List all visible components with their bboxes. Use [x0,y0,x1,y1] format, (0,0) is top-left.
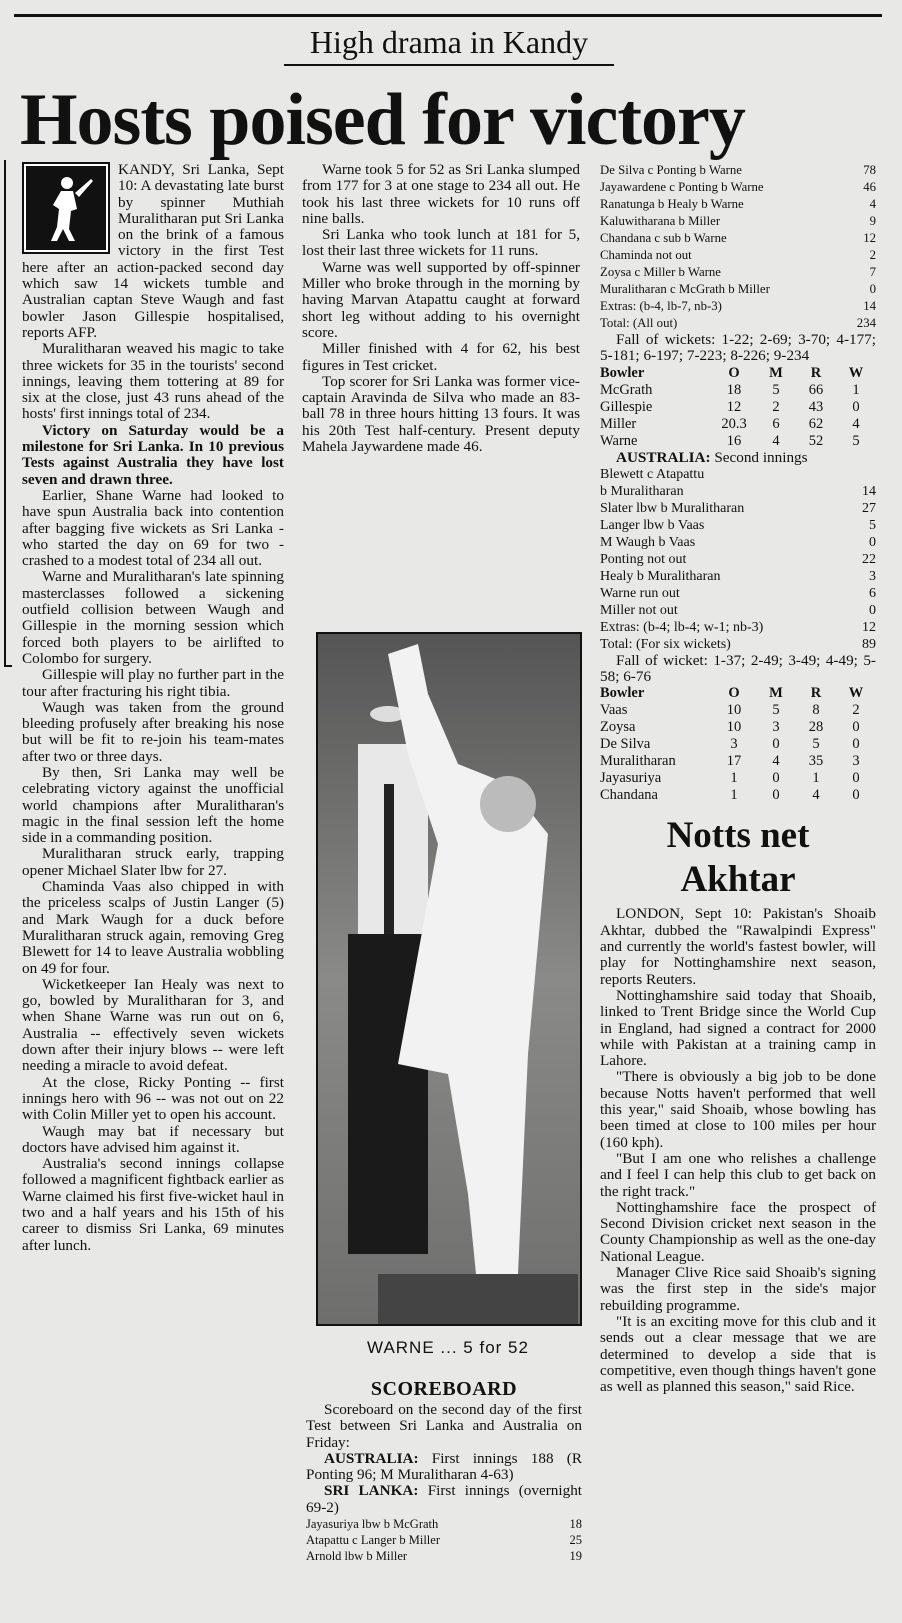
batting-row: M Waugh b Vaas 0 [600,534,876,550]
story-paragraph: "But I am one who relishes a challenge and I feel I can help this club to get back on the right track." [600,1149,876,1200]
top-rule [14,14,882,17]
story-paragraph: Muralitharan weaved his magic to take three wickets for 35 in the tourists' second innings, leaving them tottering at 89 for six at the close, just 43 runs ahead of the hosts' first innings total of 234. [22,340,284,423]
bowling-row: Jayasuriya 1 0 1 0 [600,770,860,787]
story-paragraph: Nottinghamshire said today that Shoaib, linked to Trent Bridge since the World Cup in England, had signed a contract for 2000 while with Pakistan at a training camp in Lahore. [600,986,876,1070]
batting-row: Miller not out 0 [600,602,876,618]
bowling-header: Bowler O M R W [600,685,864,702]
story-paragraph: KANDY, Sri Lanka, Sept 10: A devastating late burst by spinner Muthiah Muralitharan put Sri Lanka on the brink of a famous victory in the first Test here after an action-packed second day which saw 14 wickets tumble and Australian captan Steve Waugh and fast bowler Jason Gillespie hospitalised, reports AFP. [22,162,284,341]
scoreboard-title: SCOREBOARD [370,1378,518,1400]
batting-row: Healy b Muralitharan 3 [600,568,876,584]
story-paragraph: Wicketkeeper Ian Healy was next to go, bowled by Muralitharan for 3, and when Shane Warne was run out on 6, Australia -- effectively seven wickets down after their injury blows -- were left needing a miracle to avoid defeat. [22,975,284,1075]
story-paragraph: At the close, Ricky Ponting -- first innings hero with 96 -- was not out on 22 with Colin Miller yet to open his account. [22,1073,284,1124]
headline: Hosts poised for victory [20,79,745,161]
bowling-row: Muralitharan 17 4 35 3 [600,753,860,770]
batting-total: Total: (For six wickets) 89 [600,636,876,652]
story-paragraph: Top scorer for Sri Lanka was former vice-captain Aravinda de Silva who made an 83-ball 78 in three hours hitting 13 fours. It was his 20th Test half-century. Present deputy Mahela Jaywardene made 46. [302,372,580,456]
story-paragraph: LONDON, Sept 10: Pakistan's Shoaib Akhtar, dubbed the "Rawalpindi Express" and currently the world's fastest bowler, will play for Nottinghamshire next season, reports Reuters. [600,905,876,988]
batting-row: Jayasuriya lbw b McGrath 18 [306,1517,582,1532]
story-paragraph: Waugh was taken from the ground bleeding profusely after breaking his nose but will be fit to re-join his team-mates after two or three days. [22,698,284,765]
batting-row: Kaluwitharana b Miller 9 [600,214,876,228]
story-paragraph: Australia's second innings collapse followed a magnificent fightback earlier as Warne claimed his first five-wicket haul in two and a half years and his 15th of his career to dismiss Sri Lanka, 69 minutes after lunch. [22,1155,284,1254]
batting-row: Extras: (b-4; lb-4; w-1; nb-3) 12 [600,619,876,635]
batting-row: Slater lbw b Muralitharan 27 [600,500,876,516]
batting-row: Jayawardene c Ponting b Warne 46 [600,180,876,194]
story-column-3 [600,162,876,1395]
bowling-row: Zoysa 10 3 28 0 [600,719,860,736]
batting-row: Langer lbw b Vaas 5 [600,517,876,533]
story-paragraph-bold: Victory on Saturday would be a milestone for Sri Lanka. In 10 previous Tests against Australia they have lost seven and drawn three. [22,421,284,488]
batting-row: Muralitharan c McGrath b Miller 0 [600,282,876,296]
batting-row: Ponting not out 22 [600,551,876,567]
second-story [600,906,876,1395]
batting-row: Ranatunga b Healy b Warne 4 [600,197,876,211]
story-paragraph: Earlier, Shane Warne had looked to have spun Australia back into contention after bagging five wickets as Sri Lanka - who started the day on 69 for two - crashed to a modest total of 234 all out. [22,486,284,570]
story-paragraph: Chaminda Vaas also chipped in with the priceless scalps of Justin Langer (5) and Mark Waugh for a duck before Muralitharan struck again, removing Greg Blewett for 14 to leave Australia wobbling on 49 for four. [22,878,284,977]
batting-row: Blewett c Atapattu [600,466,705,482]
story-paragraph: By then, Sri Lanka may well be celebrating victory against the unofficial world champions after Muralitharan's magic in the final session left the home side in a commanding position. [22,763,284,847]
story-paragraph: Sri Lanka who took lunch at 181 for 5, lost their last three wickets for 11 runs. [302,226,580,260]
bowling-row: Warne 16 4 52 5 [600,432,860,449]
bowler-photo [316,632,582,1326]
fall-of-wickets: Fall of wicket: 1-37; 2-49; 3-49; 4-49; 5-58; 6-76 [600,651,876,686]
story-paragraph: Nottinghamshire face the prospect of Second Division cricket next season in the County Championship as well as the one-day National League. [600,1198,876,1265]
bowling-row: Miller 20.3 6 62 4 [600,415,860,432]
batting-row: Zoysa c Miller b Warne 7 [600,265,876,279]
story-paragraph: Manager Clive Rice said Shoaib's signing was the first step in the side's major rebuilding programme. [600,1264,876,1314]
bowling-row: De Silva 3 0 5 0 [600,736,860,753]
story-paragraph: Warne and Muralitharan's late spinning masterclasses followed a sickening outfield collision between Waugh and Gillespie in the morning session which forced both players to be airlifted to Colombo for surgery. [22,568,284,667]
batting-row: Chandana c sub b Warne 12 [600,231,876,245]
aus-first-innings: AUSTRALIA: First innings 188 (R Ponting 96; M Muralitharan 4-63) [306,1449,582,1484]
batting-row: b Muralitharan 14 [600,483,876,499]
batting-row: Extras: (b-4, lb-7, nb-3) 14 [600,299,876,313]
fall-of-wickets: Fall of wickets: 1-22; 2-69; 3-70; 4-177; 5-181; 6-197; 7-223; 8-226; 9-234 [600,331,876,365]
aus-second-innings: AUSTRALIA: Second innings [616,448,808,466]
bowling-row: Gillespie 12 2 43 0 [600,398,860,415]
story-paragraph: Waugh may bat if necessary but doctors have advised him against it. [22,1122,284,1156]
bowling-row: Chandana 1 0 4 0 [600,787,860,804]
bowling-row: McGrath 18 5 66 1 [600,381,860,398]
scoreboard-intro: Scoreboard on the second day of the first Test between Sri Lanka and Australia on Friday: [306,1401,582,1451]
cricket-batsman-icon [22,162,110,254]
story-paragraph: Warne took 5 for 52 as Sri Lanka slumped from 177 for 3 at one stage to 234 all out. He took his last three wickets for 10 runs off nine balls. [302,162,580,227]
second-headline: Notts net Akhtar [666,815,810,901]
story-paragraph: "It is an exciting move for this club and it sends out a clear message that we are determined to develop a side that is competitive, even though things haven't gone as well as planned this season," said Rice. [600,1312,876,1396]
story-column-2 [302,162,580,602]
batting-total: Total: (All out) 234 [600,316,876,330]
scoreboard [306,1376,582,1564]
story-column-1 [22,162,284,1602]
sl-first-innings: SRI LANKA: First innings (overnight 69-2) [306,1482,583,1516]
batting-row: Warne run out 6 [600,585,876,601]
column-rule [4,160,12,667]
bowling-row: Vaas 10 5 8 2 [600,702,860,719]
batting-row: Atapattu c Langer b Miller 25 [306,1533,582,1548]
photo-caption: WARNE ... 5 for 52 [367,1338,529,1357]
story-paragraph: "There is obviously a big job to be done because Notts haven't performed that well this year," said Shoaib, whose bowling has been timed at close to 100 miles per hour (160 kph). [600,1068,876,1151]
batting-row: Arnold lbw b Miller 19 [306,1549,582,1564]
bowling-header: Bowler O M R W [600,364,864,381]
story-paragraph: Warne was well supported by off-spinner Miller who broke through in the morning by having Marvan Atapattu caught at forward short leg without adding to his overnight score. [302,258,580,341]
story-paragraph: Muralitharan struck early, trapping opener Michael Slater lbw for 27. [22,845,284,879]
batting-row: De Silva c Ponting b Warne 78 [600,163,876,177]
story-paragraph: Gillespie will play no further part in the tour after fracturing his right tibia. [22,666,284,700]
batting-row: Chaminda not out 2 [600,248,876,262]
story-paragraph: Miller finished with 4 for 62, his best figures in Test cricket. [302,340,580,374]
kicker: High drama in Kandy [284,22,614,66]
